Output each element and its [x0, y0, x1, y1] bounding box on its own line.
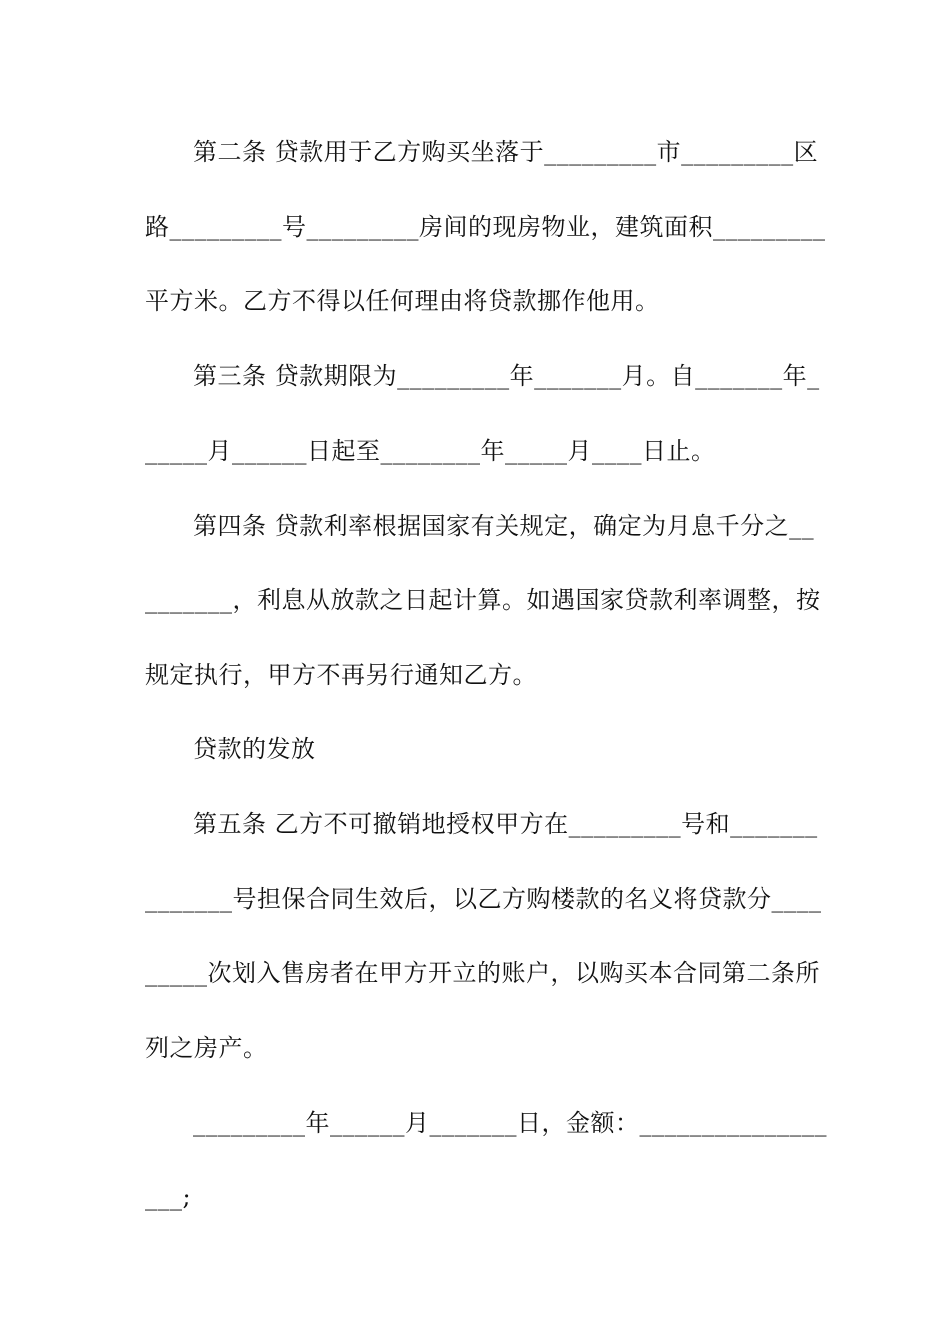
- article-3-line-1: 第三条 贷款期限为_________年_______月。自_______年_: [193, 362, 820, 390]
- article-2-line-3: 平方米。乙方不得以任何理由将贷款挪作他用。: [145, 287, 660, 315]
- article-5-line-1: 第五条 乙方不可撤销地授权甲方在_________号和_______: [193, 810, 818, 838]
- section-heading-loan-disbursement: 贷款的发放: [193, 735, 316, 763]
- disbursement-entry-line-2: ___;: [145, 1183, 192, 1211]
- article-2-line-1: 第二条 贷款用于乙方购买坐落于_________市_________区: [193, 138, 819, 166]
- article-5-line-3: _____次划入售房者在甲方开立的账户，以购买本合同第二条所: [145, 959, 820, 987]
- disbursement-entry-line-1: _________年______月_______日，金额：_______________: [193, 1109, 827, 1137]
- article-5-line-4: 列之房产。: [145, 1034, 268, 1062]
- article-4-line-3: 规定执行，甲方不再另行通知乙方。: [145, 661, 537, 689]
- article-3-line-2: _____月______日起至________年_____月____日止。: [145, 437, 716, 465]
- article-5-line-2: _______号担保合同生效后，以乙方购楼款的名义将贷款分____: [145, 885, 822, 913]
- article-4-line-2: _______，利息从放款之日起计算。如遇国家贷款利率调整，按: [145, 586, 821, 614]
- article-4-line-1: 第四条 贷款利率根据国家有关规定，确定为月息千分之__: [193, 512, 815, 540]
- article-2-line-2: 路_________号_________房间的现房物业，建筑面积_________: [145, 213, 826, 241]
